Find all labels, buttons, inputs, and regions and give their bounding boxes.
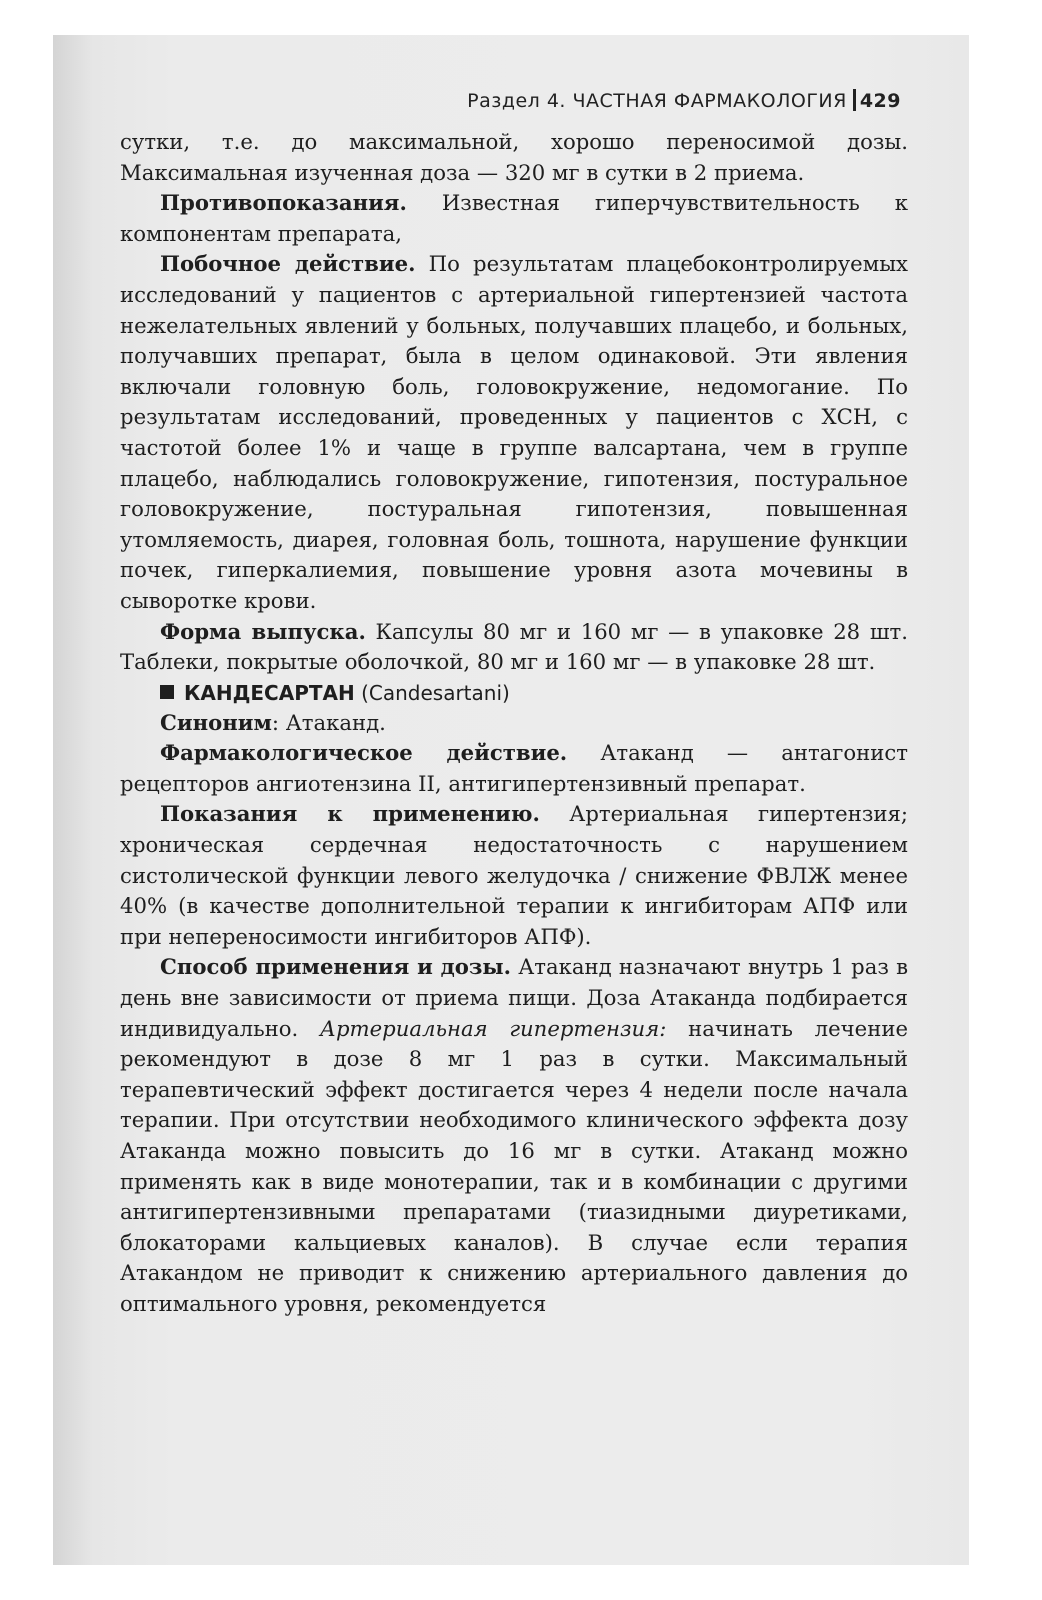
contraindications-label: Противопоказания. [160,190,407,216]
release-form-label: Форма выпуска. [160,618,366,644]
drug-heading [120,678,908,708]
indications-text: Артериальная гипертензия; хроническая сердечная недостаточность с нарушением систолической функции левого желудочка / снижение ФВЛЖ менее 40% (в качестве дополнительной терапии к ингибиторам АПФ или при непереносимости ингибиторов АПФ). [120,801,908,949]
bullet-square-icon [160,685,174,699]
paragraph-dosage [120,952,908,1319]
synonym-label: Синоним [160,709,272,735]
paragraph-side-effects [120,249,908,616]
dosage-text-2: начинать лечение рекомендуют в дозе 8 мг 1 раз в сутки. Максимальный терапевтический эффект достигается через 4 недели после начала терапии. При отсутствии необходимого клинического эффекта дозу Атаканда можно повысить до 16 мг в сутки. Атаканд можно применять как в виде монотерапии, так и в комбинации с другими антигипертензивными препаратами (тиазидными диуретиками, блокаторами кальциевых каналов). В случае если терапия Атакандом не приводит к снижению артериального давления до оптимального уровня, рекомендуется [120,1015,908,1316]
dosage-label: Способ применения и дозы. [160,954,512,980]
drug-latin-name: (Candesartani) [354,680,510,705]
header-divider [853,89,856,111]
page-number: 429 [859,90,901,112]
dosage-text-1: Атаканд назначают внутрь 1 раз в день вне зависимости от приема пищи. Доза Атаканда подбирается индивидуально. [120,954,909,1041]
release-form-text: Капсулы 80 мг и 160 мг — в упаковке 28 шт. Таблеки, покрытые оболочкой, 80 мг и 160 мг — в упаковке 28 шт. [120,618,908,675]
side-effects-label: Побочное действие. [160,251,416,277]
running-header [53,89,901,112]
synonym-text: : Атаканд. [271,709,386,735]
pharmacology-text: Атаканд — антагонист рецепторов ангиотензина II, антигипертензивный препарат. [120,740,908,796]
body-text [120,127,908,1320]
paragraph-synonym [120,708,908,739]
pharmacology-label: Фармакологическое действие. [160,740,568,766]
indications-label: Показания к применению. [160,801,540,827]
side-effects-text: По результатам плацебоконтролируемых исследований у пациентов с артериальной гипертензией частота нежелательных явлений у больных, получавших плацебо, и больных, получавших препарат, была в целом одинаковой. Эти явления включали головную боль, головокружение, недомогание. По результатам исследований, проведенных у пациентов с ХСН, с частотой более 1% и чаще в группе валсартана, чем в группе плацебо, наблюдались головокружение, гипотензия, постуральное головокружение, постуральная гипотензия, повышенная утомляемость, диарея, головная боль, тошнота, нарушение функции почек, гиперкалиемия, повышение уровня азота мочевины в сыворотке крови. [120,251,909,613]
scanned-page [53,35,969,1565]
paragraph-continued: сутки, т.е. до максимальной, хорошо переносимой дозы. Максимальная изученная доза — 320 мг в сутки в 2 приема. [120,129,908,185]
contraindications-text: Известная гиперчувствительность к компонентам препарата, [120,190,908,246]
paragraph-contraindications [120,188,908,249]
dosage-italic: Артериальная гипертензия: [319,1015,667,1041]
paragraph-indications [120,799,908,952]
paragraph-release-form [120,617,908,678]
section-title: Раздел 4. ЧАСТНАЯ ФАРМАКОЛОГИЯ [467,90,847,112]
drug-name: КАНДЕСАРТАН [184,680,355,705]
paragraph-pharmacology [120,738,908,799]
